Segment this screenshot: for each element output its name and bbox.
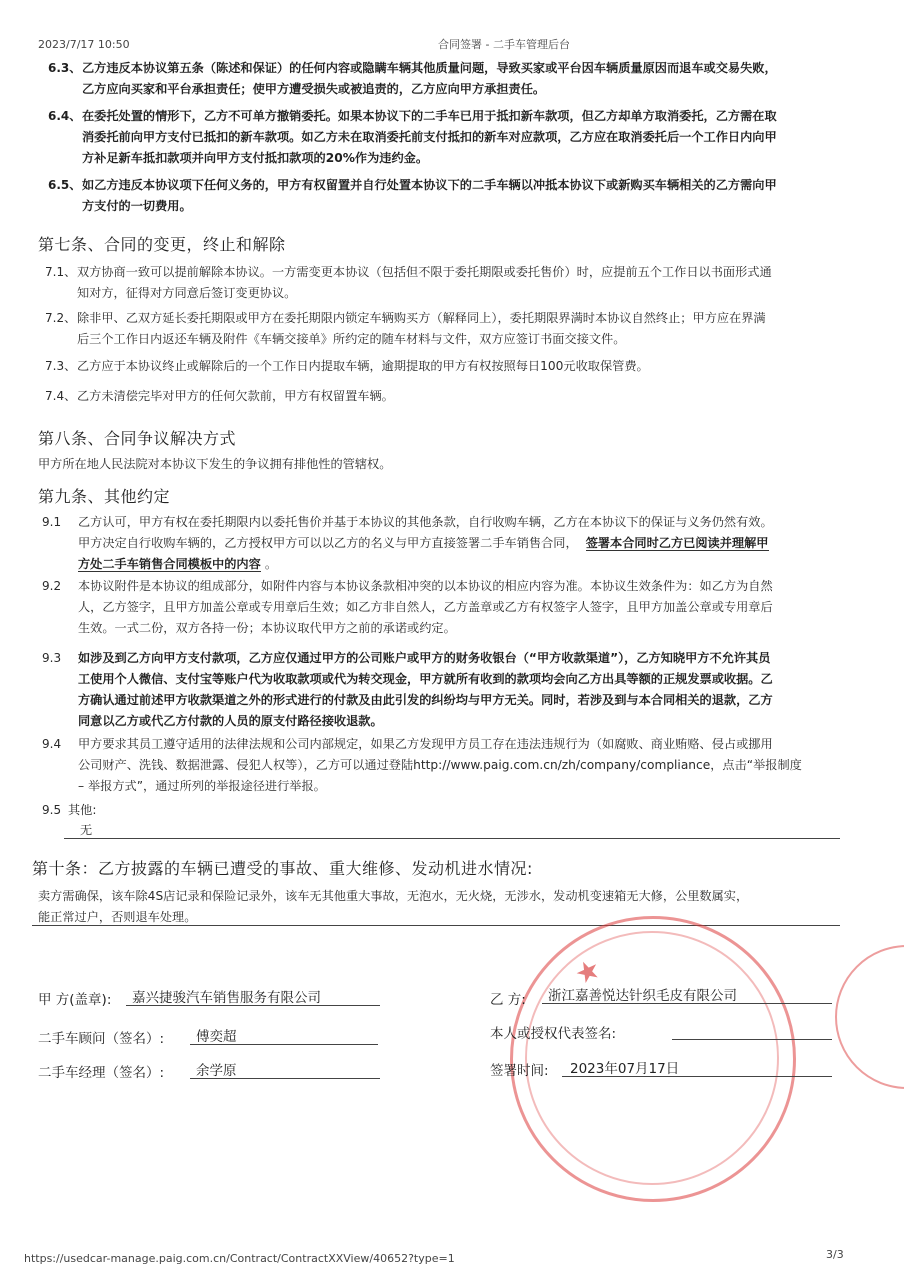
clause-num: 7.1、 xyxy=(45,265,77,279)
clause-text: 甲方要求其员工遵守适用的法律法规和公司内部规定，如果乙方发现甲方员工存在违法违规行为（如腐败、商业贿赂、侵占或挪用 公司财产、洗钱、数据泄露、侵犯人权等），乙方可以通过登陆http://www.paig.com.cn/zh/company/compliance，点击“举报制度 – 举报方式”，通过所列的举报途径进行举报。 xyxy=(78,737,802,793)
clause-text: 乙方应于本协议终止或解除后的一个工作日内提取车辆，逾期提取的甲方有权按照每日100元收取保管费。 xyxy=(77,359,649,373)
signature-line xyxy=(190,1044,378,1045)
signature-line xyxy=(126,1005,380,1006)
signature-line xyxy=(672,1039,832,1040)
party-a-value: 嘉兴捷骏汽车销售服务有限公司 xyxy=(132,990,321,1006)
clause-num: 6.3、 xyxy=(48,61,82,75)
divider xyxy=(64,838,840,839)
clause-num: 9.3 xyxy=(42,651,62,665)
clause-num: 6.4、 xyxy=(48,109,82,123)
clause-num: 9.4 xyxy=(42,737,62,751)
party-b-label: 乙 方: xyxy=(490,992,526,1008)
advisor-label: 二手车顾问（签名）: xyxy=(38,1031,165,1047)
date-label: 签署时间: xyxy=(490,1063,549,1079)
signature-line xyxy=(562,1076,832,1077)
clause-num: 6.5、 xyxy=(48,178,82,192)
print-datetime: 2023/7/17 10:50 xyxy=(38,38,130,51)
clause-num: 7.4、 xyxy=(45,389,77,403)
other-label: 其他: xyxy=(68,803,97,817)
advisor-value: 傅奕超 xyxy=(196,1029,237,1045)
signature-line xyxy=(542,1003,832,1004)
clause-text: 除非甲、乙双方延长委托期限或甲方在委托期限内锁定车辆购买方（解释同上），委托期限界满时本协议自然终止；甲方应在界满 后三个工作日内返还车辆及附件《车辆交接单》所约定的随车材料与文件，双方应签订书面交接文件。 xyxy=(77,311,766,346)
clause-num: 7.2、 xyxy=(45,311,77,325)
section-title: 第九条、其他约定 xyxy=(38,487,171,506)
seal-glyph: ★ xyxy=(569,951,606,992)
clause-num: 9.5 xyxy=(42,803,62,817)
disclosure-text: 卖方需确保，该车除4S店记录和保险记录外，该车无其他重大事故，无泡水，无火烧，无涉水，发动机变速箱无大修，公里数属实， 能正常过户，否则退车处理。 xyxy=(38,889,749,924)
clause-text: 如乙方违反本协议项下任何义务的，甲方有权留置并自行处置本协议下的二手车辆以冲抵本协议下或新购买车辆相关的乙方需向甲 方支付的一切费用。 xyxy=(82,178,777,213)
clause-text: 如涉及到乙方向甲方支付款项，乙方应仅通过甲方的公司账户或甲方的财务收银台（“甲方收款渠道”），乙方知晓甲方不允许其员 工使用个人微信、支付宝等账户代为收取款项或代为转交现金，甲方就所有收到的款项均会向乙方出具等额的正规发票或收据。乙 方确认通过前述甲方收款渠道之外的形式进行的付款及由此引发的纠纷均与甲方无关。同时，若涉及到与本合同相关的退款，乙方 同意以乙方或代乙方付款的人员的原支付路径接收退款。 xyxy=(78,651,773,728)
clause-text: 在委托处置的情形下，乙方不可单方撤销委托。如果本协议下的二手车已用于抵扣新车款项，但乙方却单方取消委托，乙方需在取 消委托前向甲方支付已抵扣的新车款项。如乙方未在取消委托前支付抵扣的新车对应款项，乙方应在取消委托后一个工作日内向甲 方补足新车抵扣款项并向甲方支付抵扣款项的20%作为违约金。 xyxy=(82,109,777,165)
signature-line xyxy=(190,1078,380,1079)
party-a-label: 甲 方(盖章): xyxy=(38,992,112,1008)
page-header-title: 合同签署 - 二手车管理后台 xyxy=(438,38,570,51)
representative-label: 本人或授权代表签名: xyxy=(490,1026,617,1042)
page-number: 3/3 xyxy=(826,1248,844,1261)
manager-label: 二手车经理（签名）: xyxy=(38,1065,165,1081)
clause-num: 9.2 xyxy=(42,579,62,593)
clause-text: 乙方违反本协议第五条（陈述和保证）的任何内容或隐瞒车辆其他质量问题，导致买家或平台因车辆质量原因而退车或交易失败， 乙方应向买家和平台承担责任；使甲方遭受损失或被追责的，乙方应向甲方承担责任。 xyxy=(82,61,777,96)
party-b-value: 浙江嘉善悦达针织毛皮有限公司 xyxy=(548,988,737,1004)
clause-text: 甲方所在地人民法院对本协议下发生的争议拥有排他性的管辖权。 xyxy=(38,457,392,471)
page-url: https://usedcar-manage.paig.com.cn/Contract/ContractXXView/40652?type=1 xyxy=(24,1252,455,1265)
clause-text: 乙方未清偿完毕对甲方的任何欠款前，甲方有权留置车辆。 xyxy=(77,389,394,403)
clause-text: 本协议附件是本协议的组成部分，如附件内容与本协议条款相冲突的以本协议的相应内容为准。本协议生效条件为：如乙方为自然 人，乙方签字，且甲方加盖公章或专用章后生效；如乙方非自然人，乙方盖章或乙方有权签字人签字，且甲方加盖公章或专用章后 生效。一式二份，双方各持一份；本协议取代甲方之前的承诺或约定。 xyxy=(78,579,773,635)
date-value: 2023年07月17日 xyxy=(570,1061,680,1077)
divider xyxy=(32,925,840,926)
clause-num: 9.1 xyxy=(42,515,62,529)
section-title: 第十条：乙方披露的车辆已遭受的事故、重大维修、发动机进水情况: xyxy=(32,859,533,878)
other-value: 无 xyxy=(80,823,93,837)
section-title: 第八条、合同争议解决方式 xyxy=(38,429,237,448)
section-title: 第七条、合同的变更，终止和解除 xyxy=(38,235,286,254)
clause-text: 乙方认可，甲方有权在委托期限内以委托售价并基于本协议的其他条款，自行收购车辆，乙方在本协议下的保证与义务仍然有效。 甲方决定自行收购车辆的，乙方授权甲方可以以乙方的名义与甲方直接签署二手车销售合同， 签署本合同时乙方已阅读并理解甲 方处二手车销售合同模板中的内容 。 xyxy=(78,515,773,571)
manager-value: 余学原 xyxy=(196,1063,237,1079)
clause-text: 双方协商一致可以提前解除本协议。一方需变更本协议（包括但不限于委托期限或委托售价）时，应提前五个工作日以书面形式通 知对方，征得对方同意后签订变更协议。 xyxy=(77,265,772,300)
clause-num: 7.3、 xyxy=(45,359,77,373)
second-seal xyxy=(835,945,904,1089)
